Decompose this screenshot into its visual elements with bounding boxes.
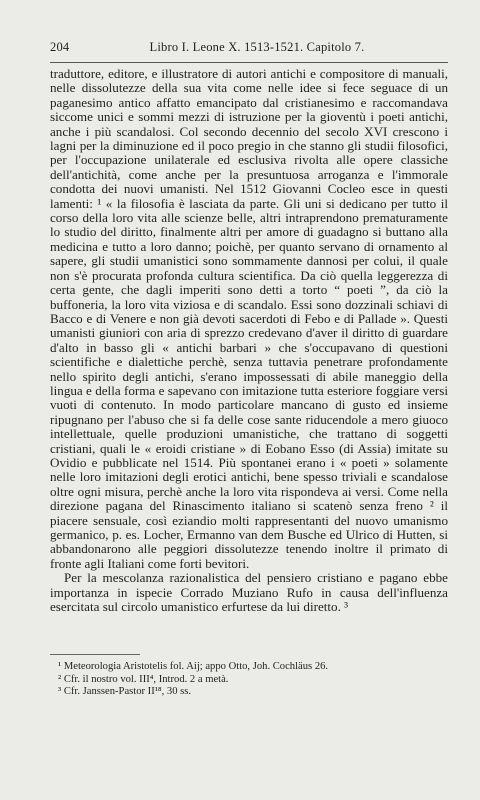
running-header [50, 40, 448, 60]
body-paragraph-1: traduttore, editore, e illustratore di autori antichi e compositore di manuali, nelle dissolutezze della sua vita come nelle idee si fece seguace di un paganesimo antico affatto emancipato dal cristianesimo e raccomandava siccome unici e sommi mezzi di istruzione per la gioventù i poeti antichi, anche i più scandalosi. Col secondo decennio del secolo XVI crescono i lagni per la diminuzione ed il poco pregio in che stanno gli studii filosofici, per l'occupazione unilaterale ed esclusiva rivolta alle opere classiche dell'antichità, come anche per la presuntuosa arroganza e l'immorale condotta dei nuovi umanisti. Nel 1512 Giovanni Cocleo esce in questi lamenti: ¹ « la filosofia è lasciata da parte. Gli uni si dedicano per tutto il corso della loro vita alle scienze belle, altri intraprendono prematuramente lo studio del diritto, finalmente altri per amore di guadagno si buttano alla medicina e tutto a loro danno; poichè, per quanto servano di ornamento al sapere, gli studii umanistici sono sommamente dannosi per colui, il quale non s'è procurata profonda cultura scientifica. Da ciò quella leggerezza di certa gente, che dagli imperiti sono detti a torto “ poeti ”, da ciò la buffoneria, la loro vita viziosa e di scandalo. Essi sono dozzinali schiavi di Bacco e di Venere e non già devoti sacerdoti di Febo e di Pallade ». Questi umanisti giuniori con aria di sprezzo credevano d'aver il diritto di guardare d'alto in basso gli « antichi barbari » che s'occupavano di questioni scientifiche e dialettiche perchè, senza tuttavia penetrare profondamente nello spirito degli antichi, s'erano impossessati di abile maneggio della lingua e della forma e sapevano con imitazione tutta esteriore foggiare versi vuoti di contenuto. In modo particolare mancano di gusto ed insieme ripugnano per l'abuso che si fa delle cose sante riducendole a mero giuoco intellettuale, quelle produzioni umanistiche, che trattano di soggetti cristiani, quali le « eroidi cristiane » di Eobano Esso (di Assia) imitate su Ovidio e pubblicate nel 1514. Più spontanei erano i « poeti » solamente nelle loro imitazioni degli erotici antichi, bene spesso triviali e scandalose oltre ogni misura, perchè anche la loro vita rispondeva ai versi. Come nella direzione pagana del Rinascimento italiano si scatenò senza freno ² il piacere sensuale, così eziandio molti rappresentanti del nuovo umanismo germanico, p. es. Locher, Ermanno van dem Busche ed Ulrico di Hutten, si abbandonarono alle peggiori dissolutezze tenendo inoltre il primato di fronte agli Italiani come forti bevitori. [50, 66, 448, 571]
footnote-3: ³ Cfr. Janssen-Pastor II¹⁸, 30 ss. [58, 686, 192, 698]
footnote-2: ² Cfr. il nostro vol. III⁴, Introd. 2 a metà. [58, 673, 229, 685]
header-rule [50, 62, 448, 63]
page-number: 204 [50, 40, 70, 54]
footnote-rule [50, 654, 140, 655]
body-paragraph-2: Per la mescolanza razionalistica del pensiero cristiano e pagano ebbe importanza in ispecie Corrado Muziano Rufo in causa dell'influenza esercitata sul circolo umanistico erfurtese da lui diretto. ³ [50, 570, 448, 615]
footnote-1: ¹ Meteorologia Aristotelis fol. Aij; appo Otto, Joh. Cochläus 26. [58, 661, 329, 673]
running-title: Libro I. Leone X. 1513-1521. Capitolo 7. [149, 40, 365, 54]
